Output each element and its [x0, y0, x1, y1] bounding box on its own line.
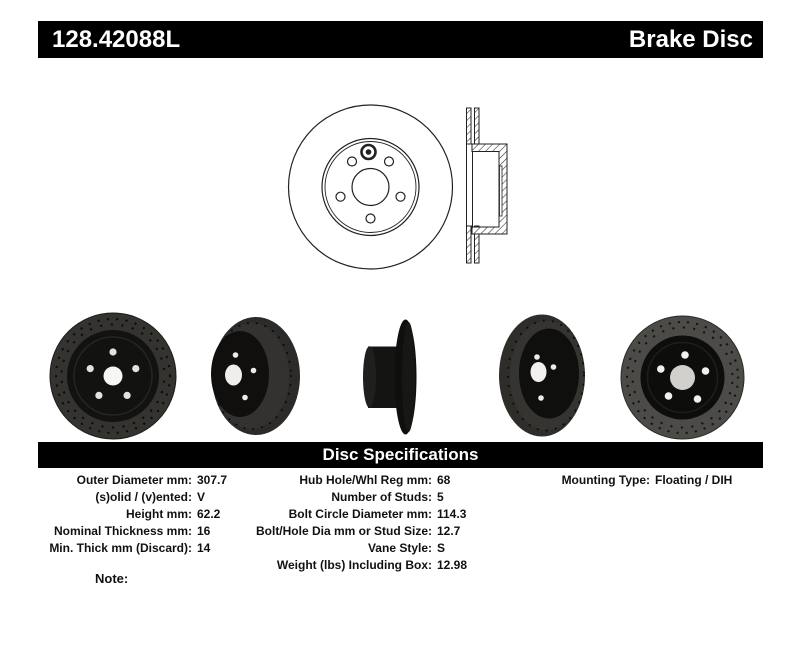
stud-holes	[336, 157, 405, 223]
spec-value: 5	[437, 490, 444, 504]
rotor-photo-row	[0, 298, 800, 448]
note-label: Note:	[95, 571, 129, 586]
spec-value: 307.7	[197, 473, 228, 487]
spec-row	[240, 540, 520, 557]
rotor-photo-front-2	[621, 316, 744, 439]
rotor-photo-edge	[363, 320, 417, 435]
spec-column-right	[470, 472, 760, 489]
spec-row	[240, 489, 520, 506]
title-bar	[38, 21, 763, 58]
spec-row	[240, 523, 520, 540]
rotor-photo-angled-right	[499, 315, 585, 437]
spec-label: (s)olid / (v)ented:	[95, 490, 192, 504]
disc-front-view	[289, 105, 453, 269]
spec-label: Min. Thick mm (Discard):	[49, 541, 192, 555]
rotor-photo-angled-left	[211, 317, 300, 435]
spec-label: Bolt Circle Diameter mm:	[288, 507, 432, 521]
spec-value: 68	[437, 473, 451, 487]
part-number: 128.42088L	[52, 25, 181, 53]
spec-value: Floating / DIH	[655, 473, 733, 487]
spec-value: 12.98	[437, 558, 468, 572]
spec-row	[240, 557, 520, 574]
spec-label: Hub Hole/Whl Reg mm:	[299, 473, 432, 487]
product-type-label: Brake Disc	[628, 25, 753, 53]
spec-label: Height mm:	[126, 507, 192, 521]
rotor-photo-front	[50, 313, 176, 439]
spec-label: Weight (lbs) Including Box:	[276, 558, 432, 572]
spec-label: Outer Diameter mm:	[76, 473, 192, 487]
spec-section-title: Disc Specifications	[322, 445, 479, 464]
spec-value: 62.2	[197, 507, 221, 521]
spec-value: 16	[197, 524, 211, 538]
spec-section-header	[38, 442, 763, 468]
disc-cross-section	[467, 108, 508, 263]
spec-value: V	[197, 490, 206, 504]
spec-label: Vane Style:	[367, 541, 432, 555]
spec-value: S	[437, 541, 446, 555]
spec-label: Bolt/Hole Dia mm or Stud Size:	[255, 524, 432, 538]
spec-label: Nominal Thickness mm:	[53, 524, 192, 538]
spec-value: 12.7	[437, 524, 461, 538]
spec-value: 114.3	[437, 507, 467, 521]
brake-disc-technical-drawing	[0, 95, 800, 280]
spec-label: Mounting Type:	[561, 473, 650, 487]
spec-label: Number of Studs:	[331, 490, 432, 504]
spec-row	[240, 506, 520, 523]
spec-value: 14	[197, 541, 211, 555]
spec-row	[470, 472, 760, 489]
